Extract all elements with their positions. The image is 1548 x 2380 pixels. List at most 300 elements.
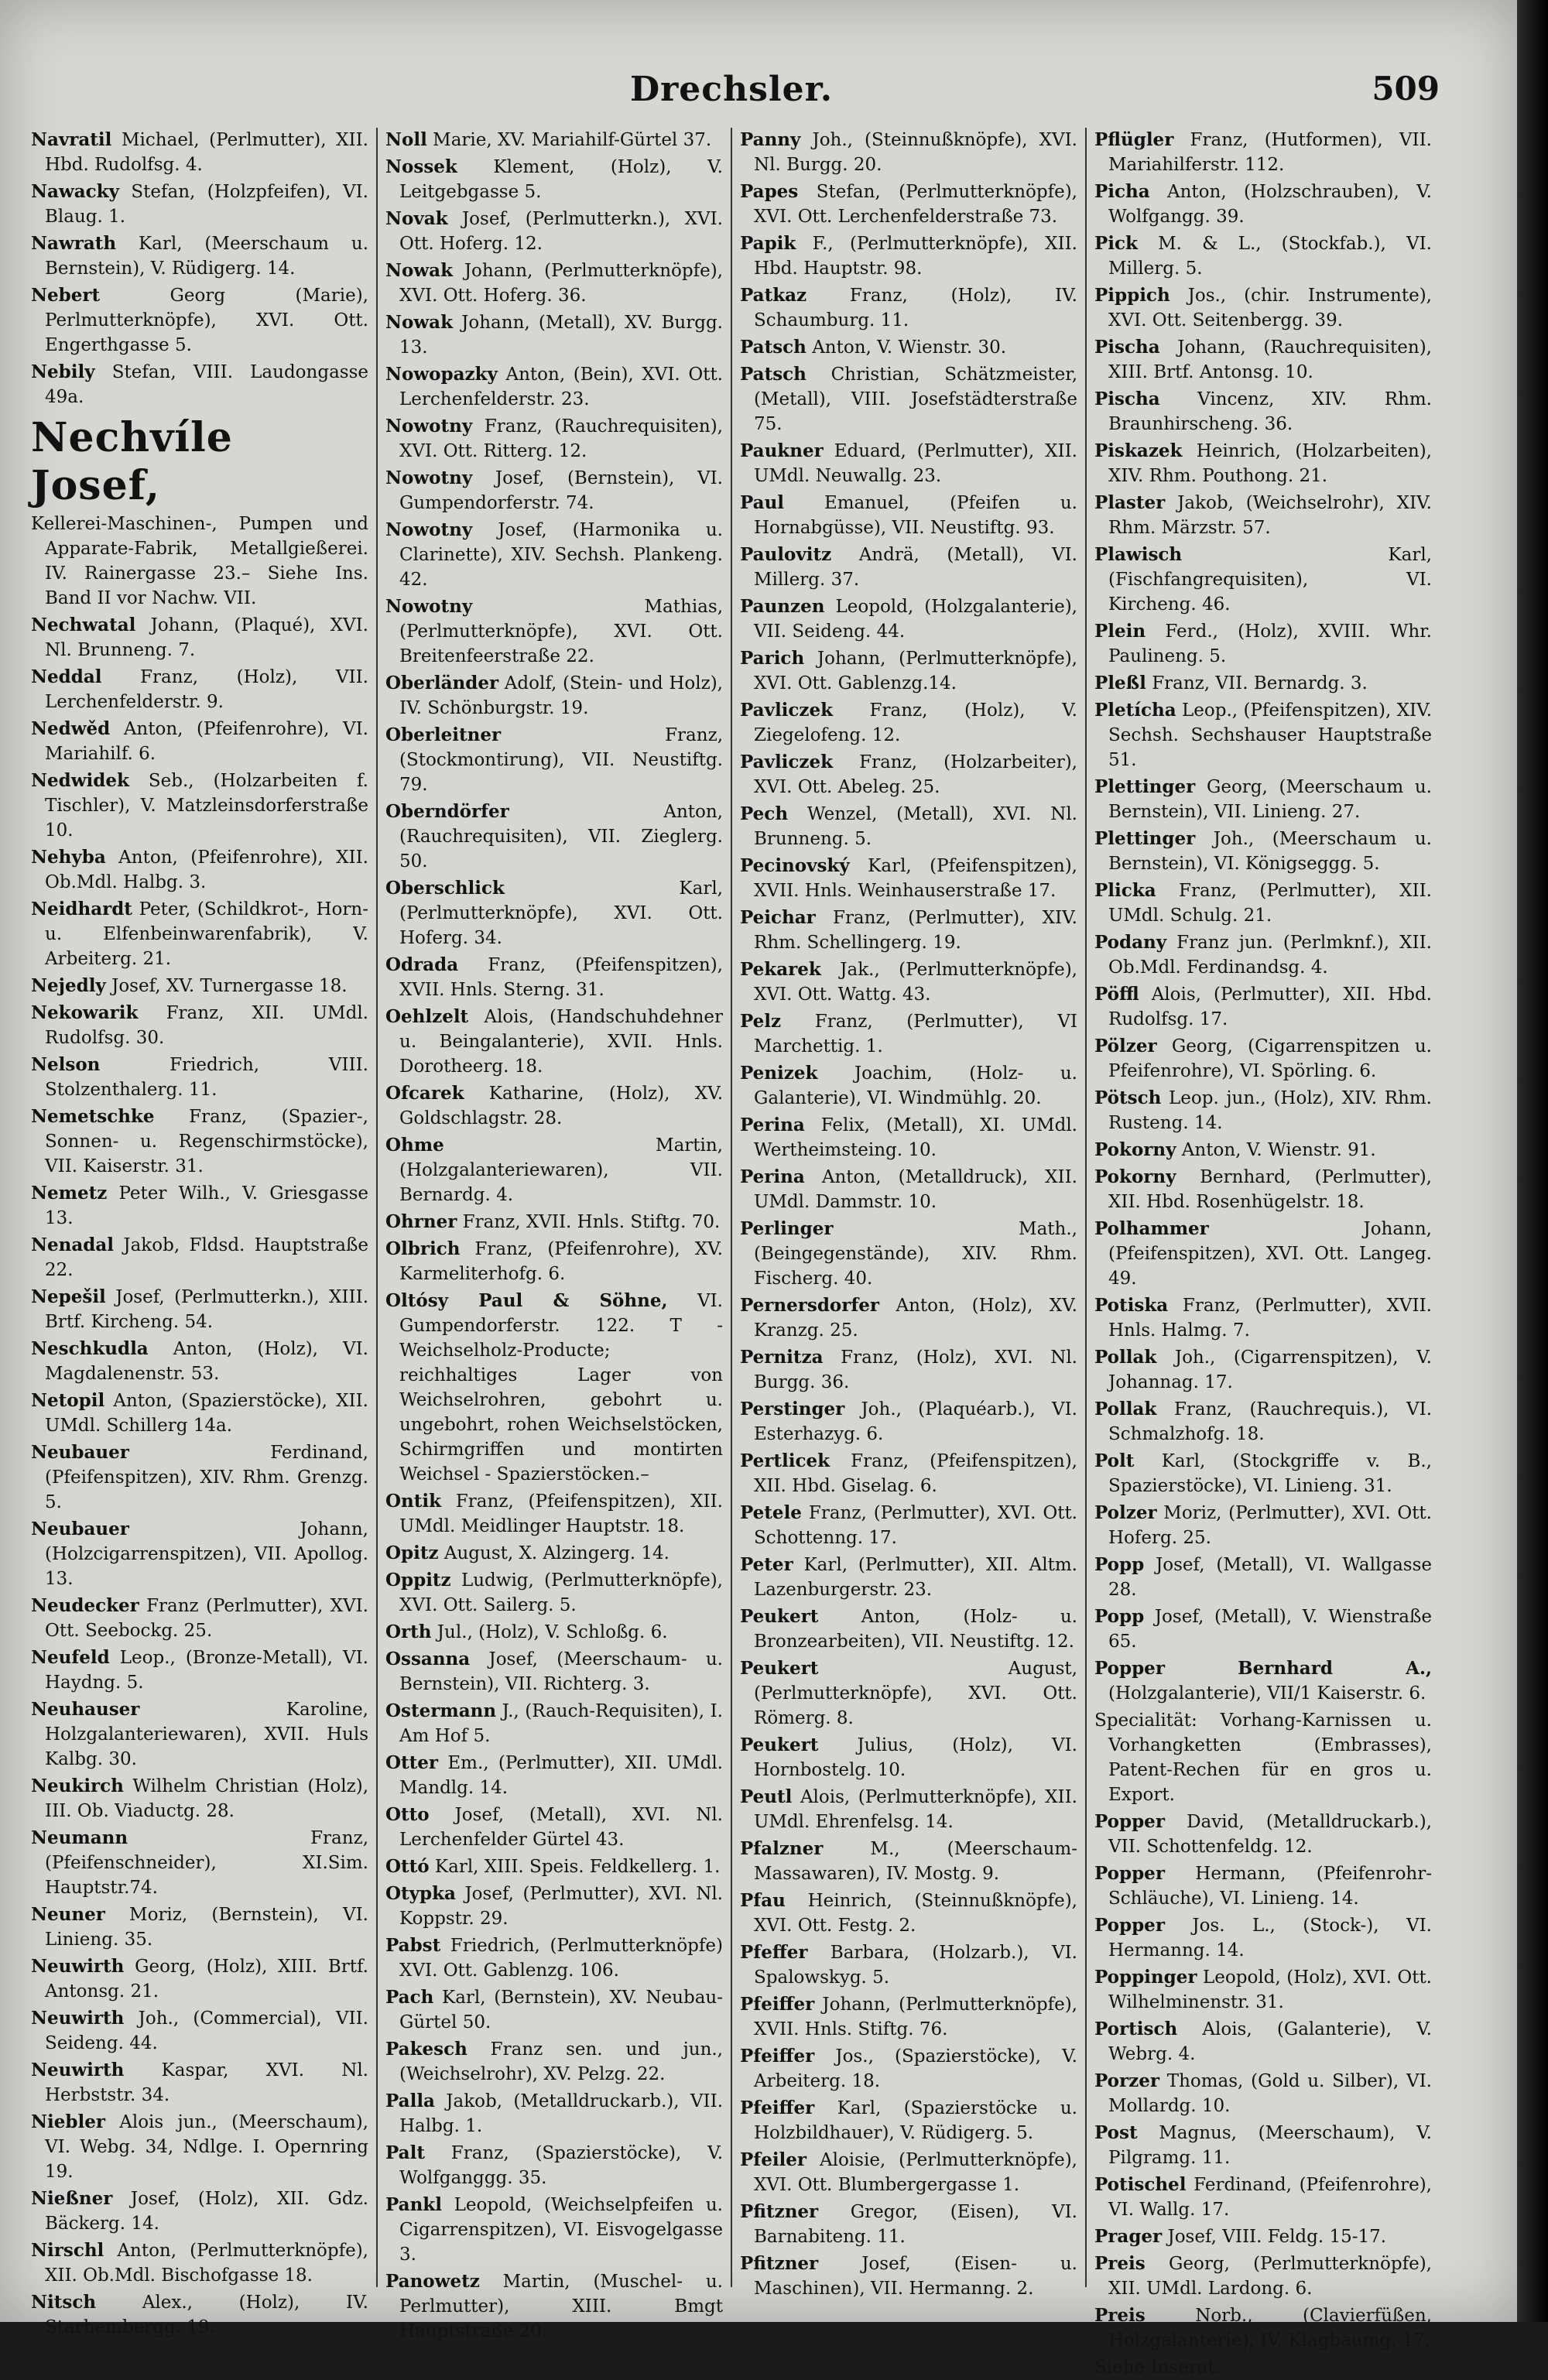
entry-details: Franz, (Pfeifenschneider), XI.Sim. Hauptstr.74. [45,1828,368,1898]
directory-entry [385,207,723,256]
directory-entry [740,1733,1077,1782]
directory-entry [31,360,368,409]
entry-name: Penizek [740,1063,818,1084]
entry-name: Peutl [740,1786,793,1807]
entry-name: Patsch [740,337,807,358]
entry-details: Barbara, (Holzarb.), VI. Spalowskyg. 5. [754,1943,1077,1988]
page-number: 509 [1372,70,1440,108]
entry-name: Petele [740,1502,802,1523]
directory-entry [740,646,1077,696]
entry-details: Franz, (Holz), IV. Schaumburg. 11. [754,286,1077,330]
entry-details: Stefan, (Perlmutterknöpfe), XVI. Ott. Lerchenfelderstraße 73. [754,182,1077,227]
entry-details: Josef, (Bernstein), VI. Gumpendorferstr. 74. [399,468,723,513]
entry-details: Josef, (Perlmutter), XVI. Nl. Koppstr. 29. [399,1884,723,1929]
entry-name: Peukert [740,1658,819,1679]
entry-name: Poppinger [1094,1967,1197,1988]
entry-details: Johann, (Rauchrequisiten), XIII. Brtf. Antonsg. 10. [1108,337,1432,382]
entry-name: Perlinger [740,1218,834,1239]
directory-entry [385,1933,723,1983]
entry-details: Georg, (Perlmutterknöpfe), XII. UMdl. Lardong. 6. [1108,2254,1432,2299]
directory-entry [740,1217,1077,1291]
directory-entry [385,414,723,464]
directory-entry [31,1826,368,1900]
entry-details: Josef, XV. Turnergasse 18. [105,976,348,996]
directory-entry [385,259,723,308]
entry-details: Franz, (Holz), VII. Lerchenfelderstr. 9. [45,667,368,712]
directory-entry [31,2290,368,2340]
entry-details: Franz, (Pfeifenspitzen), XII. UMdl. Meidlinger Hauptstr. 18. [399,1491,723,1536]
directory-entry [385,800,723,874]
entry-name: Nießner [31,2188,113,2209]
entry-details: Franz, (Perlmutter), XII. UMdl. Schulg. 21. [1108,881,1432,926]
entry-name: Popper [1094,1863,1165,1884]
entry-name: Nowotny [385,596,473,617]
entry-details: Anton, V. Wienstr. 30. [806,337,1007,358]
entry-name: Popp [1094,1554,1145,1575]
entry-name: Picha [1094,181,1150,202]
directory-entry [1094,1861,1432,1911]
entry-name: Pertlicek [740,1450,831,1471]
entry-details: Leop. jun., (Holz), XIV. Rhm. Rusteng. 14. [1108,1088,1432,1133]
directory-entry [740,543,1077,592]
entry-details: Hermann, (Pfeifenrohr-Schläuche), VI. Linieng. 14. [1108,1864,1432,1909]
entry-details: Alois, (Perlmutterknöpfe), XII. UMdl. Ehrenfelsg. 14. [754,1787,1077,1832]
entry-name: Neudecker [31,1595,139,1616]
directory-entry [1094,1293,1432,1343]
directory-entry [31,665,368,714]
directory-entry [740,594,1077,644]
entry-details: Franz, (Rauchrequis.), VI. Schmalzhofg. 18. [1108,1399,1432,1444]
entry-name: Pfeffer [740,1942,808,1963]
entry-name: Pischa [1094,389,1160,409]
entry-name: Neuwirth [31,2060,125,2080]
entry-name: Nowotny [385,519,473,540]
entry-name: Noll [385,129,427,150]
entry-details: Karl, (Perlmutterknöpfe), XVI. Ott. Hoferg. 34. [399,878,723,948]
entry-name: Post [1094,2122,1138,2143]
entry-name: Plicka [1094,880,1156,901]
directory-entry [1094,1501,1432,1550]
entry-name: Ottó [385,1856,430,1877]
entry-details: Peter Wilh., V. Griesgasse 13. [45,1183,368,1228]
directory-column [378,128,732,2341]
entry-details: Leopold, (Holz), XVI. Ott. Wilhelminenstr. 31. [1108,1967,1432,2012]
entry-name: Portisch [1094,2019,1178,2039]
entry-name: Neumann [31,1827,128,1848]
entry-details: Katharine, (Holz), XV. Goldschlagstr. 28. [399,1084,723,1128]
entry-details: Anton, V. Wienstr. 91. [1176,1140,1376,1160]
entry-details: Johann, (Perlmutterknöpfe), XVI. Ott. Gablenzg.14. [754,649,1077,693]
entry-name: Popp [1094,1606,1145,1627]
directory-entry [31,1233,368,1282]
directory-entry [385,466,723,515]
entry-name: Polzer [1094,1502,1157,1523]
directory-entry [31,1517,368,1591]
entry-details: Jos., (Spazierstöcke), V. Arbeiterg. 18. [754,2046,1077,2091]
directory-entry [1094,439,1432,488]
entry-name: Papik [740,233,796,254]
directory-entry [31,717,368,766]
entry-name: Paulovitz [740,544,832,565]
entry-name: Parich [740,648,805,669]
entry-name: Ohrner [385,1211,457,1232]
entry-name: Papes [740,181,799,202]
entry-name: Pfitzner [740,2201,819,2222]
directory-entry [740,2200,1077,2249]
entry-details: Franz, (Pfeifenspitzen), XII. Hbd. Giselag. 6. [754,1451,1077,1496]
directory-entry [740,802,1077,851]
entry-name: Oberleitner [385,724,502,745]
entry-details: Karl, (Stockgriffe v. B., Spazierstöcke), VI. Linieng. 31. [1108,1451,1432,1496]
entry-details: Mathias, (Perlmutterknöpfe), XVI. Ott. Breitenfeerstraße 22. [399,597,723,666]
directory-entry [31,180,368,229]
entry-details: Norb., (Clavierfüßen, Holzgalanterie), IV. Klagbaumg. 17. [1108,2306,1432,2351]
directory-entry [31,231,368,281]
directory-entry [740,1345,1077,1395]
directory-entry [385,155,723,204]
entry-name: Neukirch [31,1776,124,1796]
entry-details: Karl, XIII. Speis. Feldkellerg. 1. [429,1857,721,1877]
entry-details: Jakob, (Metalldruckarb.), VII. Halbg. 1. [399,2091,723,2136]
directory-entry [1094,1965,1432,2015]
entry-name: Peichar [740,907,816,928]
entry-name: Ohme [385,1135,444,1156]
directory-entry [31,1337,368,1386]
entry-details: Franz, (Rauchrequisiten), XVI. Ott. Ritterg. 12. [399,416,723,461]
entry-name: Navratil [31,129,112,150]
entry-name: Pollak [1094,1347,1157,1368]
entry-name: Pavliczek [740,700,834,721]
entry-details: (Holzgalanterie), VII/1 Kaiserstr. 6. [1108,1683,1426,1704]
entry-name: Nawacky [31,181,119,202]
entry-name: Ossanna [385,1649,471,1669]
entry-details: Anton, (Holzschrauben), V. Wolfgangg. 39. [1108,182,1432,227]
entry-details: Specialität: Vorhang-Karnissen u. Vorhangketten (Embrasses), Patent-Rechen für en gros u. Export. [1094,1711,1432,1805]
entry-details: Franz, VII. Bernardg. 3. [1146,673,1368,693]
directory-entry [385,1237,723,1286]
entry-name: Oberländer [385,673,499,693]
entry-details: Friedrich, (Perlmutterknöpfe) XVI. Ott. Gablenzg. 106. [399,1936,723,1981]
directory-entry [31,1594,368,1643]
entry-details: VI. Gumpendorferstr. 122. T - Weichselholz-Producte; reichhaltiges Lager von Weichselrohren, gebohrt u. ungebohrt, rohen Weichselstöcken, Schirmgriffen und montirten Weichsel - Spazierstöcken.– [399,1291,723,1485]
entry-details: Karl, (Meerschaum u. Bernstein), V. Rüdigerg. 14. [45,234,368,279]
directory-entry [1094,1656,1432,1706]
entry-details: Joh., (Meerschaum u. Bernstein), VI. Königseggg. 5. [1108,829,1432,874]
directory-entry [1094,2017,1432,2067]
entry-details: Josef, VIII. Feldg. 15-17. [1162,2227,1387,2247]
entry-details: Franz, XVII. Hnls. Stiftg. 70. [457,1212,721,1232]
entry-name: Olbrich [385,1238,461,1259]
entry-name: Pflügler [1094,129,1174,150]
entry-details: Karl, (Perlmutter), XII. Altm. Lazenburgerstr. 23. [754,1555,1077,1600]
entry-name: Paukner [740,440,824,461]
entry-name: Pfeiffer [740,1994,815,2015]
entry-details: Alex., (Holz), IV. Starhembergg. 19. [45,2293,368,2337]
entry-details: Franz sen. und jun., (Weichselrohr), XV. Pelzg. 22. [399,2039,723,2084]
directory-entry [1094,1217,1432,1291]
directory-columns [23,128,1440,2378]
entry-name: Nebert [31,285,101,306]
entry-name: Oltósy Paul & Söhne, [385,1290,668,1311]
entry-details: Moriz, (Perlmutter), XVI. Ott. Hoferg. 25. [1108,1503,1432,1548]
directory-entry [740,2096,1077,2145]
entry-details: Josef, (Perlmutterkn.), XVI. Ott. Hoferg. 12. [399,209,723,254]
entry-details: Emanuel, (Pfeifen u. Hornabgüsse), VII. Neustiftg. 93. [754,493,1077,538]
directory-entry [31,2058,368,2108]
entry-details: Martin, (Muschel- u. Perlmutter), XIII. Bmgt Hauptstraße 20. [399,2272,723,2341]
entry-details: Peter, (Schildkrot-, Horn- u. Elfenbeinwarenfabrik), V. Arbeiterg. 21. [45,899,368,969]
entry-details: Josef, (Metall), V. Wienstraße 65. [1108,1607,1432,1652]
entry-details: Gregor, (Eisen), VI. Barnabiteng. 11. [754,2202,1077,2247]
entry-name: Nemetschke [31,1106,155,1127]
directory-entry [31,1053,368,1102]
entry-name: Neubauer [31,1519,129,1539]
directory-entry [385,594,723,669]
directory-entry [740,231,1077,281]
entry-details: Alois jun., (Meerschaum), VI. Webg. 34, Ndlge. I. Opernring 19. [45,2112,368,2182]
directory-entry [740,1113,1077,1163]
directory-entry [1094,1449,1432,1498]
directory-entry [385,1568,723,1618]
directory-entry [1094,1165,1432,1214]
entry-details: Josef, (Meerschaum- u. Bernstein), VII. Richterg. 3. [399,1649,723,1694]
directory-entry [740,698,1077,748]
directory-entry [740,1397,1077,1447]
entry-details: Franz, (Perlmutter), XVII. Hnls. Halmg. 7. [1108,1296,1432,1341]
directory-entry [1094,1345,1432,1395]
entry-details: Jul., (Holz), V. Schloßg. 6. [431,1622,668,1642]
directory-entry [1094,775,1432,824]
entry-details: Adolf, (Stein- und Holz), IV. Schönburgstr. 19. [399,673,723,718]
entry-name: Neuwirth [31,2008,125,2029]
entry-name: Nowak [385,260,454,281]
directory-entry [385,1985,723,2035]
entry-details: Joh., (Steinnußknöpfe), XVI. Nl. Burgg. 20. [754,130,1077,175]
directory-entry [31,974,368,998]
directory-entry [31,1001,368,1050]
entry-details: Franz, (Perlmutter), VI Marchettig. 1. [754,1012,1077,1056]
entry-details: Ludwig, (Perlmutterknöpfe), XVI. Ott. Sailerg. 5. [399,1570,723,1615]
directory-entry [31,2187,368,2236]
entry-name: Pekarek [740,959,821,980]
entry-name: Niebler [31,2111,105,2132]
entry-name: Peter [740,1554,793,1575]
directory-entry [1094,2303,1432,2353]
directory-entry [385,953,723,1002]
entry-name: Pach [385,1987,434,2008]
entry-name: Pöffl [1094,984,1139,1005]
entry-name: Pankl [385,2194,442,2215]
entry-details: Ferdinand, (Pfeifenrohre), VI. Wallg. 17. [1108,2175,1432,2220]
directory-entry [385,1699,723,1748]
entry-details: M., (Meerschaum-Massawaren), IV. Mostg. 9. [754,1839,1077,1884]
entry-details: Alois, (Handschuhdehner u. Beingalanterie), XVII. Hnls. Dorotheerg. 18. [399,1007,723,1077]
directory-entry [31,1902,368,1952]
directory-entry [740,1992,1077,2042]
directory-entry [1094,1553,1432,1602]
directory-entry [740,1656,1077,1731]
directory-entry [385,723,723,797]
entry-details: Karl, (Bernstein), XV. Neubau-Gürtel 50. [399,1988,723,2032]
entry-details: Eduard, (Perlmutter), XII. UMdl. Neuwallg. 23. [754,441,1077,486]
entry-name: Palla [385,2091,435,2111]
entry-name: Opitz [385,1543,439,1563]
entry-details: Franz, (Perlmutter), XIV. Rhm. Schellingerg. 19. [754,908,1077,953]
entry-name: Pakesch [385,2039,467,2060]
directory-entry [1094,543,1432,617]
entry-name: Popper [1094,1811,1165,1832]
directory-entry [1094,930,1432,980]
directory-entry [385,1289,723,1487]
entry-name: Pick [1094,233,1138,254]
entry-details: Anton, (Perlmutterknöpfe), XII. Ob.Mdl. Bischofgasse 18. [45,2241,368,2286]
entry-details: Julius, (Holz), VI. Hornbostelg. 10. [754,1735,1077,1780]
entry-name: Pfeiffer [740,2097,815,2118]
directory-entry [740,1293,1077,1343]
entry-name: Neuwirth [31,1956,125,1977]
entry-details: Joh., (Commercial), VII. Seideng. 44. [45,2008,368,2053]
entry-details: Joh., (Cigarrenspitzen), V. Johannag. 17. [1108,1348,1432,1392]
directory-entry [385,1081,723,1131]
directory-entry [31,283,368,358]
directory-entry [1094,387,1432,437]
directory-entry [740,439,1077,488]
entry-name: Ontik [385,1491,442,1512]
directory-entry [1094,2069,1432,2118]
entry-details: Johann, (Holzcigarrenspitzen), VII. Apollog. 13. [45,1519,368,1589]
entry-details: Johann, (Perlmutterknöpfe), XVII. Hnls. Stiftg. 76. [754,1995,1077,2039]
entry-name: Orth [385,1621,432,1642]
directory-entry [1094,827,1432,876]
entry-name: Potiska [1094,1295,1169,1316]
entry-name: Preis [1094,2253,1146,2274]
entry-name: Nawrath [31,233,117,254]
entry-details: Bernhard, (Perlmutter), XII. Hbd. Rosenhügelstr. 18. [1108,1167,1432,1212]
entry-name: Novak [385,208,448,229]
entry-details: Georg, (Meerschaum u. Bernstein), VII. Linieng. 27. [1108,777,1432,822]
entry-name: Paunzen [740,596,825,617]
entry-details: Franz, (Holzarbeiter), XVI. Ott. Abeleg. 25. [754,752,1077,797]
directory-entry [1094,1708,1432,1807]
directory-entry [740,1837,1077,1886]
entry-name: Neschkudla [31,1338,149,1359]
entry-details: August, X. Alzingerg. 14. [438,1543,670,1563]
entry-details: Franz, (Holz), V. Ziegelofeng. 12. [754,700,1077,745]
entry-details: Thomas, (Gold u. Silber), VI. Mollardg. 10. [1108,2071,1432,2116]
directory-entry [31,512,368,611]
directory-entry [740,1501,1077,1550]
entry-name: Plettinger [1094,776,1196,797]
entry-name: Porzer [1094,2070,1159,2091]
entry-details: M. & L., (Stockfab.), VI. Millerg. 5. [1108,234,1432,279]
entry-name: Nowotny [385,416,473,437]
entry-details: Georg (Marie), Perlmutterknöpfe), XVI. Ott. Engerthgasse 5. [45,286,368,355]
directory-entry [1094,1086,1432,1135]
directory-entry [1094,231,1432,281]
directory-entry [385,1620,723,1645]
entry-details: Anton, (Holz), XV. Kranzg. 25. [754,1296,1077,1341]
directory-entry [740,180,1077,229]
entry-details: Franz, (Spazierstöcke), V. Wolfganggg. 35. [399,2143,723,2188]
entry-name: Odrada [385,954,459,975]
entry-details: Math., (Beingegenstände), XIV. Rhm. Fischerg. 40. [754,1219,1077,1289]
entry-details: Alois, (Galanterie), V. Webrg. 4. [1108,2019,1432,2064]
entry-name: Pokorny [1094,1139,1176,1160]
directory-entry [31,128,368,177]
entry-details: Kellerei-Maschinen-, Pumpen und Apparate-Fabrik, Metallgießerei. IV. Rainergasse 23.– Siehe Ins. Band II vor Nachw. VII. [31,514,368,608]
entry-details: Franz, (Stockmontirung), VII. Neustiftg. 79. [399,725,723,795]
directory-entry [385,2089,723,2139]
directory-entry [31,1697,368,1772]
entry-name: Podany [1094,932,1167,953]
entry-details: Anton, (Pfeifenrohre), XII. Ob.Mdl. Halbg. 3. [45,848,368,892]
entry-details: Franz (Perlmutter), XVI. Ott. Seebockg. 25. [45,1596,368,1641]
entry-name: Patkaz [740,285,807,306]
entry-details: Georg, (Cigarrenspitzen u. Pfeifenrohre), VI. Spörling. 6. [1108,1036,1432,1081]
directory-entry [1094,1913,1432,1963]
entry-name: Nossek [385,156,457,177]
entry-details: Johann, (Plaqué), XVI. Nl. Brunneng. 7. [45,615,368,660]
entry-name: Nehyba [31,847,106,868]
entry-details: Jos., (chir. Instrumente), XVI. Ott. Seitenbergg. 39. [1108,286,1432,330]
entry-details: J., (Rauch-Requisiten), I. Am Hof 5. [399,1701,723,1746]
directory-entry [740,1449,1077,1498]
directory-entry [740,1061,1077,1111]
directory-entry [385,1854,723,1879]
entry-details: Leop., (Pfeifenspitzen), XIV. Sechsh. Sechshauser Hauptstraße 51. [1108,700,1432,770]
entry-details: Moriz, (Bernstein), VI. Linieng. 35. [45,1905,368,1950]
entry-details: Johann, (Perlmutterknöpfe), XVI. Ott. Hoferg. 36. [399,261,723,306]
entry-name: Plein [1094,621,1146,642]
directory-entry [31,1285,368,1334]
entry-name: Polhammer [1094,1218,1209,1239]
entry-name: Nowopazky [385,364,498,385]
entry-details: Seb., (Holzarbeiten f. Tischler), V. Matzleinsdorferstraße 10. [45,771,368,841]
directory-entry [740,2044,1077,2094]
entry-details: Wilhelm Christian (Holz), III. Ob. Viaductg. 28. [45,1776,368,1821]
directory-entry [1094,1397,1432,1447]
entry-details: Christian, Schätzmeister, (Metall), VIII. Josefstädterstraße 75. [754,365,1077,434]
entry-details: Leopold, (Holzgalanterie), VII. Seideng. 44. [754,597,1077,642]
directory-entry [740,1940,1077,1990]
entry-details: Karoline, Holzgalanteriewaren), XVII. Huls Kalbg. 30. [45,1700,368,1769]
directory-entry [385,2269,723,2344]
entry-name: Pischa [1094,337,1160,358]
directory-entry [385,1803,723,1852]
directory-entry [740,1785,1077,1834]
directory-entry [740,128,1077,177]
directory-entry [31,414,368,510]
directory-entry [31,1645,368,1695]
entry-name: Netopil [31,1390,105,1411]
directory-entry [31,1954,368,2004]
entry-name: Nebily [31,361,95,382]
directory-entry [1094,982,1432,1032]
directory-entry [1094,283,1432,333]
directory-entry [1094,2224,1432,2249]
entry-name: Perstinger [740,1399,845,1419]
directory-entry [385,876,723,950]
directory-entry [740,1553,1077,1602]
page-header [23,70,1440,116]
entry-name: Pavliczek [740,752,834,772]
directory-column [732,128,1087,2299]
entry-details: Anton, (Metalldruck), XII. UMdl. Dammstr. 10. [754,1167,1077,1212]
directory-entry [385,2037,723,2087]
entry-name: Pernitza [740,1347,824,1368]
entry-name: Nenadal [31,1235,115,1255]
entry-details: Felix, (Metall), XI. UMdl. Wertheimsteing. 10. [754,1115,1077,1160]
